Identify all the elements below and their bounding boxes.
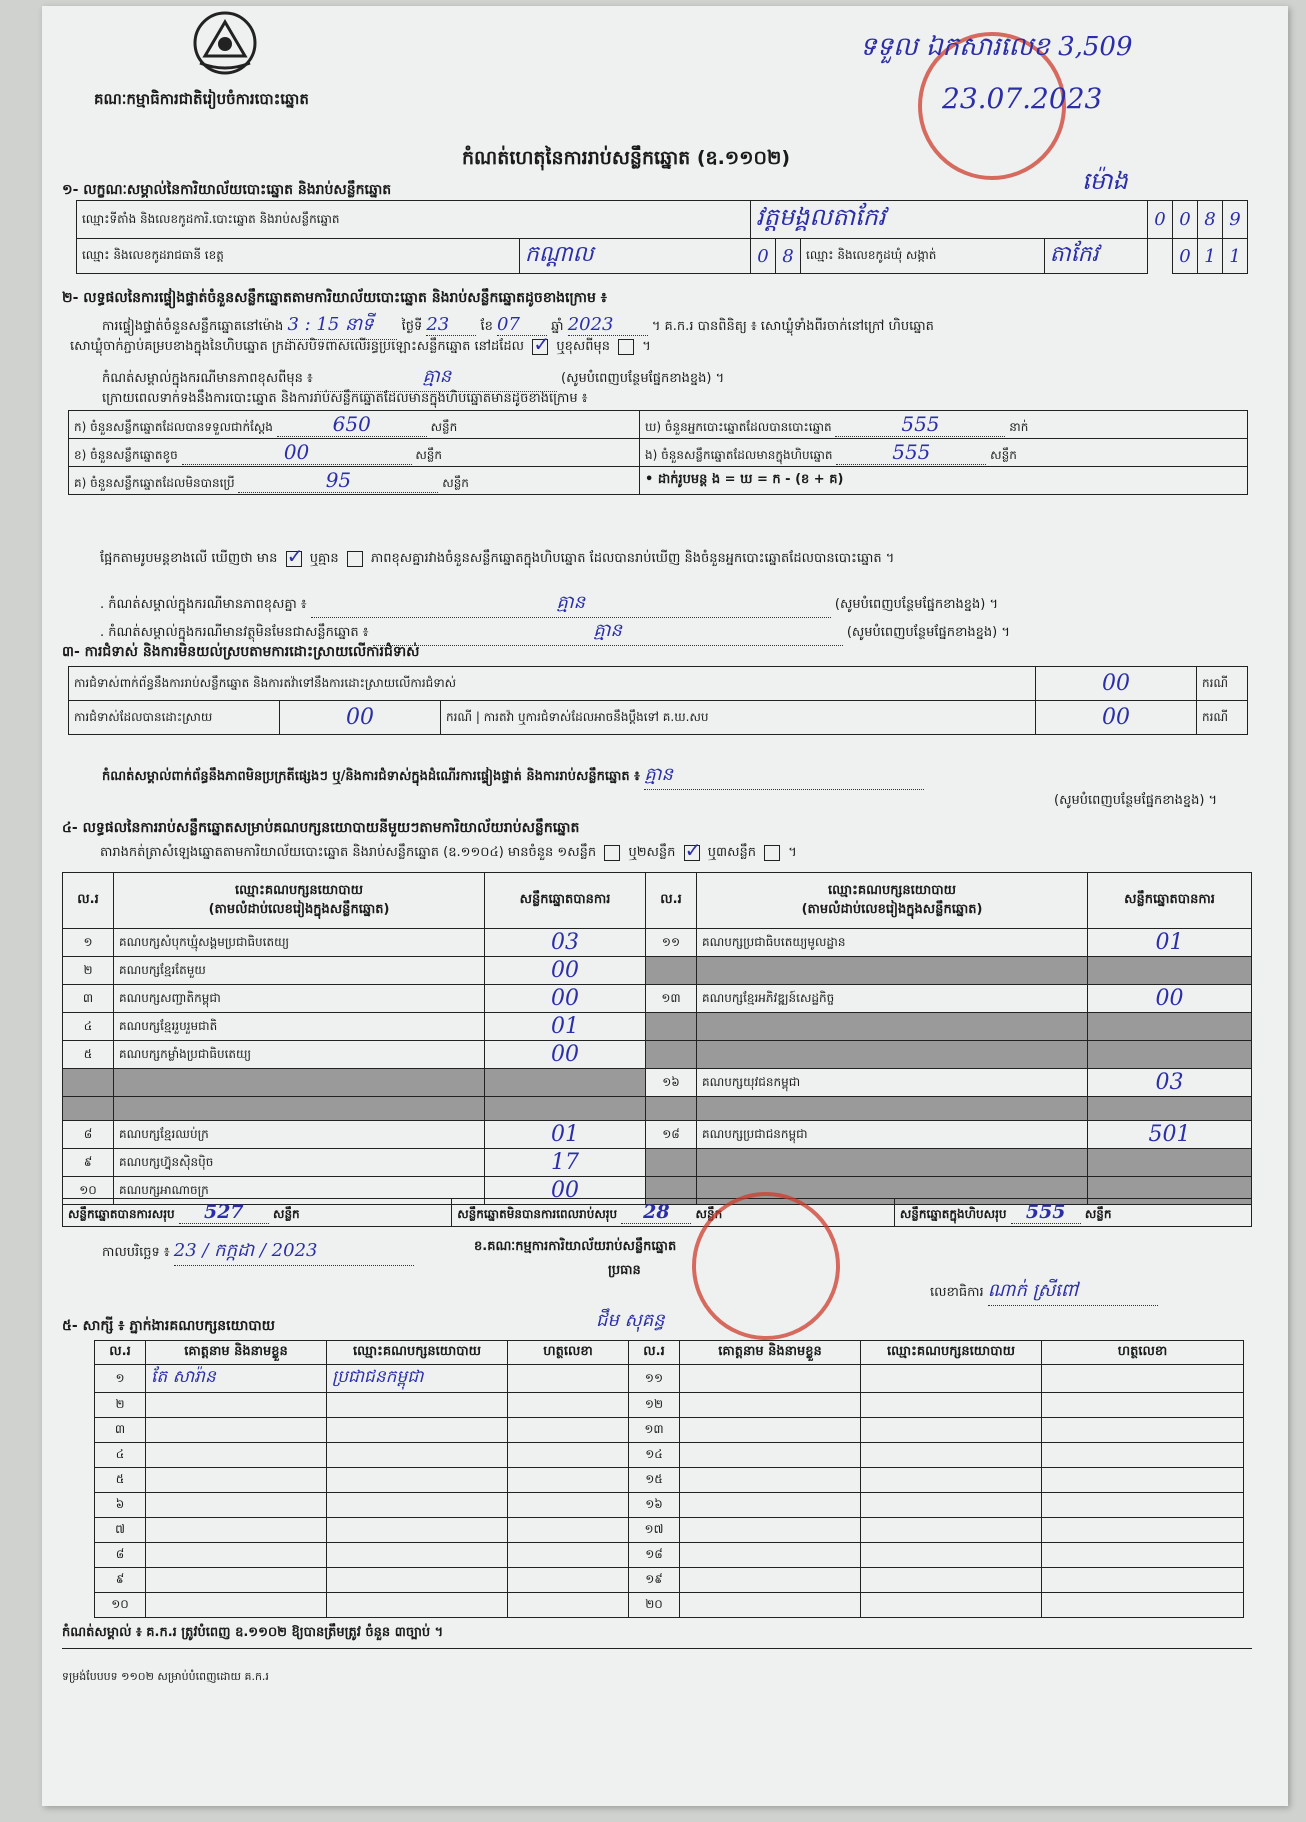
witness-no-left: ៩ [95,1568,146,1593]
change-note-fill: (សូមបំពេញបន្ថែមផ្នែកខាងខ្នង) ។ [561,371,725,386]
witness-no-right: ១៧ [629,1518,680,1543]
results-right-no [646,1149,697,1177]
verify-time: 3 : 15 នាទី [287,312,397,340]
results-right-party [697,1149,1088,1177]
day-value: 23 [426,314,476,336]
objection-row3-unit: ករណី [1197,701,1248,735]
witness-sign-left [508,1393,629,1418]
witness-sign-right [1042,1365,1244,1393]
results-row [63,1121,1252,1149]
witness-no-left: ៦ [95,1493,146,1518]
witness-name-left [146,1418,327,1443]
results-right-votes [1088,957,1252,985]
results-right-votes: 03 [1088,1069,1252,1097]
verify-line-1 [102,312,934,340]
results-left-no: ១ [63,929,114,957]
objection-row1-label: ការជំទាស់ពាក់ព័ន្ធនឹងការរាប់សន្លឹកឆ្នោត និងការតវ៉ាទៅនឹងការដោះស្រាយលើការជំទាស់ [69,667,1036,701]
witness-party-right [861,1518,1042,1543]
witness-party-left [327,1518,508,1543]
witness-sign-left [508,1568,629,1593]
results-right-votes [1088,1041,1252,1069]
total-valid: សន្លឹកឆ្នោតបានការសរុប 527 សន្លឹក [63,1199,452,1227]
sheet-3-label: ឬ៣សន្លឹក [707,845,756,860]
witness-no-left: ៧ [95,1518,146,1543]
change-note-label: កំណត់សម្គាល់ក្នុងករណីមានភាពខុសពីមុន ៖ [102,371,313,386]
verify-prefix: ការផ្ទៀងផ្ទាត់ចំនួនសន្លឹកឆ្នោតនៅម៉ោង [102,319,284,334]
witness-party-right [861,1593,1042,1618]
results-left-party: គណបក្សអាណាចក្រ [114,1177,485,1205]
results-right-party: គណបក្សប្រជាធិបតេយ្យមូលដ្ឋាន [697,929,1088,957]
witness-party-right [861,1443,1042,1468]
objection-table [68,666,1248,735]
station-value: វត្តមង្គលតាកែវ [751,201,1148,239]
witness-name-right [680,1468,861,1493]
witness-no-right: ១៥ [629,1468,680,1493]
witness-no-right: ១៩ [629,1568,680,1593]
objection-row2-value: 00 [280,701,441,735]
witness-row [95,1568,1244,1593]
witness-no-left: ៣ [95,1418,146,1443]
witness-no-right: ២០ [629,1593,680,1618]
results-left-no [63,1097,114,1121]
results-row [63,1041,1252,1069]
count-e-label: ង) ចំនួនសន្លឹកឆ្នោតដែលមានក្នុងហិបឆ្នោត 555 សន្លឹក [640,439,1248,467]
results-row [63,929,1252,957]
witness-sign-left [508,1443,629,1468]
results-row [63,1069,1252,1097]
day-label: ថ្ងៃទី [401,319,423,334]
secretary-label: លេខាធិការ [930,1285,984,1300]
diff-check-line [100,550,894,569]
objection-row1-value: 00 [1036,667,1197,701]
witness-sign-right [1042,1393,1244,1418]
results-left-no: ៤ [63,1013,114,1041]
results-table [62,872,1252,1205]
witness-name-right [680,1365,861,1393]
witness-sign-left [508,1365,629,1393]
witness-sign-left [508,1418,629,1443]
count-e-value: 555 [836,440,986,465]
witness-name-right [680,1593,861,1618]
witness-sign-right [1042,1468,1244,1493]
witness-name-right [680,1543,861,1568]
station-label: ឈ្មោះទីតាំង និងលេខកូដការិ.បោះឆ្នោត និងរាប់សន្លឹកឆ្នោត [77,201,751,239]
verify-line2-text: សោឃ្លុំចាក់ភ្ជាប់គម្របខាងក្នុងនៃហិបឆ្នោត ក្រដាសបិទពាសលើរន្ធប្រឡោះសន្លឹកឆ្នោត នៅដដែល [70,339,525,354]
signoff-date-value: 23 / កក្កដា / 2023 [174,1238,414,1266]
changed-label: ឬខុសពីមុន [556,339,610,354]
form-sheet [42,6,1288,1806]
change-note-line [102,364,724,392]
footer-small: ទម្រង់បែបបទ ១១០២ សម្រាប់បំពេញដោយ គ.ក.រ [62,1670,269,1683]
commune-code-1: 0 [1173,239,1198,274]
count-c-label: គ) ចំនួនសន្លឹកឆ្នោតដែលមិនបានប្រើ 95 សន្លឹក [69,467,640,495]
unchanged-checkbox[interactable] [532,339,548,355]
objection-note-tail: (សូមបំពេញបន្ថែមផ្នែកខាងខ្នង) ។ [1054,793,1218,808]
witness-row [95,1365,1244,1393]
results-left-votes: 01 [485,1121,646,1149]
station-code-2: 0 [1173,201,1198,239]
witness-no-right: ១១ [629,1365,680,1393]
results-left-votes: 00 [485,1041,646,1069]
witness-name-left [146,1468,327,1493]
footer-rule [62,1648,1252,1649]
witness-sign-right [1042,1418,1244,1443]
results-left-votes: 01 [485,1013,646,1041]
witness-name-right [680,1393,861,1418]
witness-party-left: ប្រជាជនកម្ពុជា [327,1365,508,1393]
tally-sheet-label: តារាងកត់ត្រាសំឡេងឆ្នោតតាមការិយាល័យបោះឆ្នោត និងរាប់សន្លឹកឆ្នោត (ឧ.១១០៤) មានចំនួន ១សន្លឹក [100,845,597,860]
commune-label: ឈ្មោះ និងលេខកូដឃុំ សង្កាត់ [801,239,1045,274]
month-label: ខែ [480,319,493,334]
results-left-votes [485,1069,646,1097]
results-right-no [646,957,697,985]
results-right-votes [1088,1097,1252,1121]
results-row [63,985,1252,1013]
sheet-3-checkbox[interactable] [764,845,780,861]
witness-sign-right [1042,1443,1244,1468]
committee-name: គណៈកម្មាធិការជាតិរៀបចំការបោះឆ្នោត [94,90,309,108]
results-left-votes: 17 [485,1149,646,1177]
results-right-party [697,1041,1088,1069]
witness-sign-left [508,1593,629,1618]
results-right-votes: 501 [1088,1121,1252,1149]
results-left-no: ៣ [63,985,114,1013]
witness-sign-left [508,1518,629,1543]
secretary-line [930,1278,1158,1306]
objection-row3-value: 00 [1036,701,1197,735]
witness-no-left: ២ [95,1393,146,1418]
count-a-value: 650 [277,412,427,437]
w-col-party-right: ឈ្មោះគណបក្សនយោបាយ [861,1341,1042,1365]
witness-name-left [146,1518,327,1543]
results-left-no: ៨ [63,1121,114,1149]
section4-heading: ៤- លទ្ធផលនៃការរាប់សន្លឹកឆ្នោតសម្រាប់គណបក្សនយោបាយនីមួយៗតាមការិយាល័យរាប់សន្លឹកឆ្នោត [62,820,580,836]
results-left-no [63,1069,114,1097]
total-box-value: 555 [1011,1201,1081,1224]
witness-party-left [327,1393,508,1418]
count-b-label: ខ) ចំនួនសន្លឹកឆ្នោតខូច 00 សន្លឹក [69,439,640,467]
col-votes-right: សន្លឹកឆ្នោតបានការ [1088,873,1252,929]
results-row [63,957,1252,985]
objection-note-line [102,762,924,790]
sheet-1-checkbox[interactable] [604,845,620,861]
w-col-no-left: ល.រ [95,1341,146,1365]
signoff-date-label: កាលបរិច្ឆេទ ៖ [102,1245,170,1260]
witness-party-right [861,1543,1042,1568]
results-right-party [697,1013,1088,1041]
results-right-votes [1088,1149,1252,1177]
witness-sign-right [1042,1493,1244,1518]
count-a-label: ក) ចំនួនសន្លឹកឆ្នោតដែលបានទទួលជាក់ស្ដែង 650 សន្លឹក [69,411,640,439]
objection-row3-label: ករណី | ការតវ៉ា ឬការជំទាស់ដែលអាចនឹងប្ដឹងទៅ គ.ឃ.សប [441,701,1036,735]
formula: • ដាក់រូបមន្ត ង = ឃ = ក - (ខ + គ) [640,467,1248,495]
witness-row [95,1418,1244,1443]
commune-code-2: 1 [1198,239,1223,274]
objection-row3-text: ការតវ៉ា ឬការជំទាស់ដែលអាចនឹងប្ដឹងទៅ គ.ឃ.សប [483,709,709,724]
province-code-1: 0 [751,239,776,274]
witness-no-right: ១៣ [629,1418,680,1443]
results-right-no: ១៦ [646,1069,697,1097]
witness-name-left: តែ សារ៉ាន [146,1365,327,1393]
diff-no-label: ឬគ្មាន [309,551,339,566]
witness-no-right: ១៦ [629,1493,680,1518]
witness-party-left [327,1443,508,1468]
spacer [1148,239,1173,274]
witness-party-right [861,1493,1042,1518]
witness-name-left [146,1593,327,1618]
year-value: 2023 [568,314,648,336]
tally-sheet-line: តារាងកត់ត្រាសំឡេងឆ្នោតតាមការិយាល័យបោះឆ្នោត និងរាប់សន្លឹកឆ្នោត (ឧ.១១០៤) មានចំនួន ១សន្លឹក ឬ២សន្លឹក ✓ ឬ៣សន្លឹក ។ [100,844,797,863]
footer-note: កំណត់សម្គាល់ ៖ គ.ក.រ ត្រូវបំពេញ ឧ.១១០២ ឱ្យបានត្រឹមត្រូវ ចំនួន ៣ច្បាប់ ។ [62,1625,444,1640]
results-right-no: ១១ [646,929,697,957]
sheet-2-checkbox[interactable] [684,845,700,861]
objection-row1-unit: ករណី [1197,667,1248,701]
witness-no-left: ៨ [95,1543,146,1568]
witness-party-left [327,1418,508,1443]
w-col-name-left: គោត្តនាម និងនាមខ្លួន [146,1341,327,1365]
results-left-votes: 00 [485,957,646,985]
objection-row2-unit: ករណី [446,709,473,724]
witness-row [95,1593,1244,1618]
signoff-date-line [102,1238,414,1266]
witness-sign-right [1042,1593,1244,1618]
receipt-handwriting: ទទួល ឯកសារលេខ 3,509 [860,32,1133,62]
witness-table [94,1340,1244,1618]
diff-note-line [100,590,998,618]
witness-name-right [680,1493,861,1518]
witness-party-right [861,1568,1042,1593]
witness-no-left: ១០ [95,1593,146,1618]
witness-row [95,1493,1244,1518]
commune-code-3: 1 [1223,239,1248,274]
witness-party-left [327,1543,508,1568]
secretary-name: ណាក់ ស្រីពៅ [988,1278,1158,1306]
year-label: ឆ្នាំ [551,319,564,334]
count-b-value: 00 [182,440,412,465]
diff-note-label: . កំណត់សម្គាល់ក្នុងករណីមានភាពខុសគ្នា ៖ [100,597,307,612]
results-left-votes: 03 [485,929,646,957]
w-col-sign-right: ហត្ថលេខា [1042,1341,1244,1365]
station-code-3: 8 [1198,201,1223,239]
results-left-votes: 00 [485,1177,646,1205]
diff-yes-checkbox[interactable] [286,551,302,567]
station-code-1: 0 [1148,201,1173,239]
witness-no-right: ១២ [629,1393,680,1418]
results-left-party [114,1097,485,1121]
witness-party-left [327,1593,508,1618]
diff-no-checkbox[interactable] [347,551,363,567]
total-invalid: សន្លឹកឆ្នោតមិនបានការពេលរាប់សរុប 28 សន្លឹក [452,1199,895,1227]
results-left-votes [485,1097,646,1121]
results-left-no: ១០ [63,1177,114,1205]
commune-value: តាកែវ [1044,239,1147,274]
results-row [63,1013,1252,1041]
diff-note-value: គ្មាន [311,590,831,618]
results-right-party: គណបក្សខ្មែរអភិវឌ្ឍន៍សេដ្ឋកិច្ច [697,985,1088,1013]
witness-name-left [146,1568,327,1593]
province-label: ឈ្មោះ និងលេខកូដរាជធានី ខេត្ត [77,239,520,274]
results-left-no: ២ [63,957,114,985]
witness-party-right [861,1468,1042,1493]
witness-row [95,1393,1244,1418]
results-right-votes [1088,1013,1252,1041]
results-right-no: ១៣ [646,985,697,1013]
results-right-no [646,1013,697,1041]
form-title: កំណត់ហេតុនៃការរាប់សន្លឹកឆ្នោត (ឧ.១១០២) [462,147,791,169]
witness-sign-right [1042,1543,1244,1568]
signoff-chair-label: ប្រធាន [608,1263,641,1278]
witness-no-left: ៥ [95,1468,146,1493]
results-left-no: ៩ [63,1149,114,1177]
results-right-party [697,957,1088,985]
total-invalid-value: 28 [621,1201,691,1224]
witness-row [95,1443,1244,1468]
col-no-left: ល.រ [63,873,114,929]
invalid-note-fill: (សូមបំពេញបន្ថែមផ្នែកខាងខ្នង) ។ [846,625,1010,640]
results-right-party: គណបក្សយុវជនកម្ពុជា [697,1069,1088,1097]
change-note-value: គ្មាន [317,364,557,392]
results-row [63,1097,1252,1121]
total-valid-value: 527 [179,1201,269,1224]
objection-note-label: កំណត់សម្គាល់ពាក់ព័ន្ធនឹងភាពមិនប្រក្រតីផ្សេងៗ ឬ/និងការជំទាស់ក្នុងដំណើរការផ្ទៀងផ្ទាត់ និងការរាប់សន្លឹកឆ្នោត ៖ [102,769,640,784]
witness-party-right [861,1418,1042,1443]
witness-name-right [680,1568,861,1593]
verify-line-2: សោឃ្លុំចាក់ភ្ជាប់គម្របខាងក្នុងនៃហិបឆ្នោត ក្រដាសបិទពាសលើរន្ធប្រឡោះសន្លឹកឆ្នោត នៅដដែល ✓ ឬខុសពីមុន ។ [70,338,651,357]
witness-party-left [327,1568,508,1593]
results-right-votes: 00 [1088,985,1252,1013]
witness-sign-left [508,1493,629,1518]
results-right-no [646,1041,697,1069]
results-left-party [114,1069,485,1097]
province-code-2: 8 [776,239,801,274]
section3-heading: ៣- ការជំទាស់ និងការមិនយល់ស្របតាមការដោះស្រាយលើការជំទាស់ [62,644,420,660]
diff-check-rest: ភាពខុសគ្នារវាងចំនួនសន្លឹកឆ្នោតក្នុងហិបឆ្នោត ដែលបានរាប់ឃើញ និងចំនួនអ្នកបោះឆ្នោតដែលបានបោះឆ្នោត ។ [370,551,895,566]
station-code-4: 9 [1223,201,1248,239]
official-stamp-bottom [692,1192,840,1340]
witness-sign-right [1042,1568,1244,1593]
objection-row2-label: ការជំទាស់ដែលបានដោះស្រាយ [69,701,280,735]
witness-row [95,1543,1244,1568]
section2-heading: ២- លទ្ធផលនៃការផ្ទៀងផ្ទាត់ចំនួនសន្លឹកឆ្នោតតាមការិយាល័យបោះឆ្នោត និងរាប់សន្លឹកឆ្នោតដូចខាងក្រោម ៖ [62,290,607,306]
w-col-no-right: ល.រ [629,1341,680,1365]
results-left-no: ៥ [63,1041,114,1069]
witness-name-right [680,1443,861,1468]
witness-party-right [861,1393,1042,1418]
receipt-date: 23.07.2023 [942,82,1103,115]
count-d-value: 555 [835,412,1005,437]
col-no-right: ល.រ [646,873,697,929]
witness-row [95,1518,1244,1543]
witness-party-left [327,1468,508,1493]
section1-heading: ១- លក្ខណៈសម្គាល់នៃការិយាល័យបោះឆ្នោត និងរាប់សន្លឹកឆ្នោត [62,182,392,198]
results-left-party: គណបក្សហ្វ៊ុនស៊ិនប៉ិច [114,1149,485,1177]
w-col-name-right: គោត្តនាម និងនាមខ្លួន [680,1341,861,1365]
results-right-votes: 01 [1088,929,1252,957]
witness-name-left [146,1443,327,1468]
witness-sign-left [508,1543,629,1568]
results-right-party [697,1097,1088,1121]
month-value: 07 [497,314,547,336]
witness-no-right: ១៤ [629,1443,680,1468]
section5-heading: ៥- សាក្សី ៖ ភ្នាក់ងារគណបក្សនយោបាយ [62,1318,276,1334]
witness-name-left [146,1543,327,1568]
committee-logo-icon [190,8,260,78]
results-right-party: គណបក្សប្រជាជនកម្ពុជា [697,1121,1088,1149]
results-right-no [646,1097,697,1121]
results-row [63,1149,1252,1177]
witness-no-left: ៤ [95,1443,146,1468]
sheet-2-label: ឬ២សន្លឹក [628,845,676,860]
count-intro: ក្រោយពេលទាក់ទងនឹងការបោះឆ្នោត និងការរាប់សន្លឹកឆ្នោតដែលមានក្នុងហិបឆ្នោតមានដូចខាងក្រោម ៖ [102,391,588,406]
witness-sign-left [508,1468,629,1493]
results-left-party: គណបក្សសញ្ជាតិកម្ពុជា [114,985,485,1013]
witness-name-left [146,1393,327,1418]
w-col-party-left: ឈ្មោះគណបក្សនយោបាយ [327,1341,508,1365]
results-left-party: គណបក្សកម្លាំងប្រជាធិបតេយ្យ [114,1041,485,1069]
diff-check-label: ផ្អែកតាមរូបមន្តខាងលើ ឃើញថា មាន [100,551,278,566]
signoff-chair-name: ជឹម សុគន្ធ [596,1310,665,1331]
station-table [76,200,1248,274]
signoff-committee: ខ.គណៈកម្មការការិយាល័យរាប់សន្លឹកឆ្នោត [474,1239,677,1254]
witness-name-right [680,1418,861,1443]
objection-note-value: គ្មាន [644,762,924,790]
diff-note-fill: (សូមបំពេញបន្ថែមផ្នែកខាងខ្នង) ។ [834,597,999,612]
changed-checkbox[interactable] [618,339,634,355]
results-right-no: ១៨ [646,1121,697,1149]
results-left-votes: 00 [485,985,646,1013]
col-party-left: ឈ្មោះគណបក្សនយោបាយ (តាមលំដាប់លេខរៀងក្នុងសន្លឹកឆ្នោត) [114,873,485,929]
witness-row [95,1468,1244,1493]
witness-name-right [680,1518,861,1543]
col-party-right: ឈ្មោះគណបក្សនយោបាយ (តាមលំដាប់លេខរៀងក្នុងសន្លឹកឆ្នោត) [697,873,1088,929]
total-box: សន្លឹកឆ្នោតក្នុងហិបសរុប 555 សន្លឹក [894,1199,1251,1227]
witness-no-left: ១ [95,1365,146,1393]
witness-sign-right [1042,1518,1244,1543]
col-votes-left: សន្លឹកឆ្នោតបានការ [485,873,646,929]
count-c-value: 95 [238,468,438,493]
witness-no-right: ១៨ [629,1543,680,1568]
witness-party-right [861,1365,1042,1393]
results-left-party: គណបក្សខ្មែរតែមួយ [114,957,485,985]
receipt-time: ម៉ោង [1082,167,1128,195]
results-left-party: គណបក្សខ្មែររួបរួមជាតិ [114,1013,485,1041]
count-d-label: ឃ) ចំនួនអ្នកបោះឆ្នោតដែលបានបោះឆ្នោត 555 នាក់ [640,411,1248,439]
count-table [68,410,1248,495]
results-left-party: គណបក្សខ្មែរឈប់ក្រ [114,1121,485,1149]
w-col-sign-left: ហត្ថលេខា [508,1341,629,1365]
invalid-note-label: . កំណត់សម្គាល់ក្នុងករណីមានវត្ថុមិនមែនជាសន្លឹកឆ្នោត ៖ [100,625,369,640]
invalid-note-value: គ្មាន [373,618,843,646]
witness-name-left [146,1493,327,1518]
totals-table [62,1198,1252,1227]
province-value: កណ្ដាល [519,239,750,274]
witness-party-left [327,1493,508,1518]
verify-suffix: ។ គ.ក.រ បានពិនិត្យ ៖ សោឃ្លុំទាំងពីរចាក់នៅក្រៅ ហិបឆ្នោត [651,319,934,334]
results-left-party: គណបក្សសំបុកឃ្មុំសង្គមប្រជាធិបតេយ្យ [114,929,485,957]
